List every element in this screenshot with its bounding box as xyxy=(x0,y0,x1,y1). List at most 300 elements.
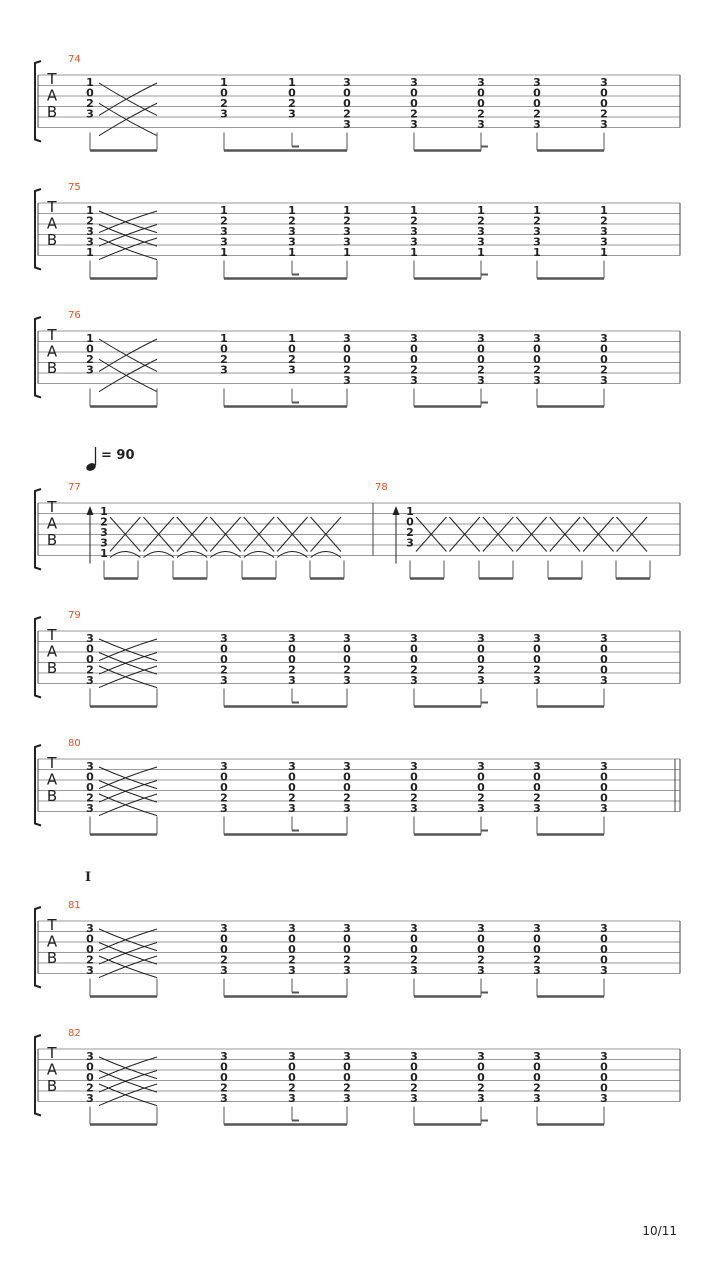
fret-number: 3 xyxy=(100,536,108,550)
slur-curve xyxy=(277,552,307,558)
fret-number: 0 xyxy=(477,1071,485,1084)
fret-number: 3 xyxy=(343,76,351,89)
fret-number: 3 xyxy=(220,107,228,121)
slur-curve xyxy=(210,552,240,558)
fret-number: 0 xyxy=(410,353,418,366)
fret-number: 0 xyxy=(288,86,296,100)
fret-number: 0 xyxy=(533,642,541,656)
fret-number: 3 xyxy=(600,374,608,387)
fret-number: 1 xyxy=(220,204,228,217)
fret-number: 0 xyxy=(600,932,608,946)
fret-number: 3 xyxy=(533,374,541,387)
fret-number: 0 xyxy=(220,342,228,356)
tab-clef-letter: B xyxy=(46,231,58,249)
fret-number: 3 xyxy=(406,536,414,550)
fret-number: 3 xyxy=(410,235,418,249)
fret-number: 3 xyxy=(477,674,485,687)
measure-number: 79 xyxy=(68,610,81,621)
measure-number: 78 xyxy=(375,482,388,493)
fret-number: 3 xyxy=(600,964,608,977)
fret-number: 2 xyxy=(220,663,228,677)
fret-number: 1 xyxy=(533,246,541,259)
fret-number: 0 xyxy=(288,1071,296,1084)
fret-number: 2 xyxy=(288,97,296,110)
fret-number: 1 xyxy=(343,204,351,217)
fret-number: 2 xyxy=(343,953,351,967)
fret-number: 2 xyxy=(100,515,108,529)
fret-number: 3 xyxy=(343,235,351,249)
fret-number: 0 xyxy=(410,97,418,110)
fret-number: 0 xyxy=(600,663,608,677)
fret-number: 3 xyxy=(533,225,541,238)
fret-number: 3 xyxy=(220,964,228,977)
tab-clef-letter: B xyxy=(46,103,58,121)
fret-number: 2 xyxy=(86,1081,94,1095)
measure-number: 80 xyxy=(68,738,81,749)
fret-number: 3 xyxy=(410,118,418,131)
fret-number: 0 xyxy=(533,943,541,956)
fret-number: 0 xyxy=(288,653,296,666)
fret-number: 2 xyxy=(406,526,414,539)
fret-number: 0 xyxy=(533,653,541,666)
tab-clef-letter: A xyxy=(46,342,58,361)
tab-clef-letter: B xyxy=(46,531,58,549)
fret-number: 3 xyxy=(86,107,94,121)
fret-number: 2 xyxy=(220,214,228,228)
fret-number: 2 xyxy=(410,107,418,121)
slur-curve xyxy=(311,552,341,558)
measure-number: 75 xyxy=(68,182,81,193)
fret-number: 1 xyxy=(477,204,485,217)
fret-number: 0 xyxy=(220,770,228,784)
fret-number: 3 xyxy=(410,802,418,815)
fret-number: 3 xyxy=(288,632,296,645)
fret-number: 0 xyxy=(410,770,418,784)
fret-number: 0 xyxy=(477,642,485,656)
fret-number: 3 xyxy=(600,922,608,935)
tab-system xyxy=(35,482,680,579)
fret-number: 3 xyxy=(86,1050,94,1063)
fret-number: 2 xyxy=(533,107,541,121)
fret-number: 2 xyxy=(288,1081,296,1095)
fret-number: 0 xyxy=(288,932,296,946)
fret-number: 0 xyxy=(533,86,541,100)
tab-clef-letter: B xyxy=(46,1077,58,1095)
fret-number: 3 xyxy=(86,235,94,249)
fret-number: 2 xyxy=(410,1081,418,1095)
fret-number: 1 xyxy=(100,505,108,518)
fret-number: 0 xyxy=(600,97,608,110)
fret-number: 0 xyxy=(86,1071,94,1084)
tab-clef-letter: B xyxy=(46,949,58,967)
fret-number: 0 xyxy=(343,1060,351,1074)
slur-curve xyxy=(143,552,173,558)
fret-number: 3 xyxy=(533,1050,541,1063)
fret-number: 0 xyxy=(220,642,228,656)
fret-number: 3 xyxy=(600,1092,608,1105)
tab-clef-letter: T xyxy=(47,326,57,344)
fret-number: 1 xyxy=(600,204,608,217)
section-marker: I xyxy=(85,870,92,885)
tab-system xyxy=(35,1028,680,1125)
fret-number: 3 xyxy=(343,118,351,131)
fret-number: 2 xyxy=(477,363,485,377)
fret-number: 3 xyxy=(600,1050,608,1063)
fret-number: 0 xyxy=(410,781,418,794)
fret-number: 3 xyxy=(220,363,228,377)
measure-number: 74 xyxy=(68,54,81,65)
fret-number: 3 xyxy=(343,802,351,815)
fret-number: 2 xyxy=(343,791,351,805)
fret-number: 1 xyxy=(86,204,94,217)
fret-number: 2 xyxy=(477,791,485,805)
fret-number: 3 xyxy=(86,632,94,645)
fret-number: 0 xyxy=(220,653,228,666)
fret-number: 1 xyxy=(288,332,296,345)
fret-number: 2 xyxy=(477,107,485,121)
fret-number: 3 xyxy=(343,964,351,977)
tab-system xyxy=(35,610,680,707)
fret-number: 0 xyxy=(86,932,94,946)
fret-number: 2 xyxy=(410,214,418,228)
fret-number: 0 xyxy=(600,86,608,100)
fret-number: 1 xyxy=(288,204,296,217)
fret-number: 2 xyxy=(220,791,228,805)
fret-number: 3 xyxy=(86,964,94,977)
fret-number: 3 xyxy=(220,922,228,935)
fret-number: 2 xyxy=(86,791,94,805)
fret-number: 0 xyxy=(410,1060,418,1074)
fret-number: 2 xyxy=(533,214,541,228)
tab-clef-letter: T xyxy=(47,626,57,644)
fret-number: 0 xyxy=(600,342,608,356)
tempo-value: = 90 xyxy=(101,448,135,463)
fret-number: 2 xyxy=(220,97,228,110)
fret-number: 2 xyxy=(86,97,94,110)
fret-number: 3 xyxy=(533,922,541,935)
fret-number: 3 xyxy=(288,235,296,249)
fret-number: 3 xyxy=(220,760,228,773)
fret-number: 3 xyxy=(288,922,296,935)
fret-number: 3 xyxy=(86,760,94,773)
fret-number: 0 xyxy=(86,342,94,356)
fret-number: 3 xyxy=(220,674,228,687)
tab-clef-letter: T xyxy=(47,916,57,934)
tab-system xyxy=(35,182,680,279)
fret-number: 2 xyxy=(343,363,351,377)
fret-number: 3 xyxy=(477,802,485,815)
fret-number: 0 xyxy=(477,353,485,366)
fret-number: 0 xyxy=(600,642,608,656)
measure-number: 76 xyxy=(68,310,81,321)
fret-number: 2 xyxy=(288,353,296,366)
fret-number: 3 xyxy=(533,802,541,815)
fret-number: 2 xyxy=(410,663,418,677)
fret-number: 1 xyxy=(86,246,94,259)
fret-number: 3 xyxy=(533,964,541,977)
fret-number: 0 xyxy=(477,943,485,956)
fret-number: 3 xyxy=(533,760,541,773)
fret-number: 2 xyxy=(343,1081,351,1095)
fret-number: 1 xyxy=(343,246,351,259)
fret-number: 3 xyxy=(288,225,296,238)
fret-number: 0 xyxy=(288,781,296,794)
fret-number: 0 xyxy=(86,1060,94,1074)
fret-number: 3 xyxy=(343,922,351,935)
fret-number: 0 xyxy=(86,653,94,666)
fret-number: 1 xyxy=(220,332,228,345)
fret-number: 3 xyxy=(533,1092,541,1105)
fret-number: 2 xyxy=(600,363,608,377)
fret-number: 2 xyxy=(533,663,541,677)
fret-number: 0 xyxy=(288,770,296,784)
fret-number: 3 xyxy=(410,76,418,89)
fret-number: 2 xyxy=(220,1081,228,1095)
fret-number: 3 xyxy=(477,1050,485,1063)
fret-number: 3 xyxy=(410,225,418,238)
fret-number: 3 xyxy=(410,922,418,935)
fret-number: 3 xyxy=(86,802,94,815)
fret-number: 0 xyxy=(600,953,608,967)
fret-number: 0 xyxy=(477,97,485,110)
fret-number: 1 xyxy=(220,76,228,89)
fret-number: 3 xyxy=(220,632,228,645)
fret-number: 1 xyxy=(220,246,228,259)
fret-number: 3 xyxy=(477,332,485,345)
fret-number: 2 xyxy=(533,791,541,805)
fret-number: 2 xyxy=(477,1081,485,1095)
fret-number: 1 xyxy=(86,332,94,345)
fret-number: 3 xyxy=(343,1092,351,1105)
fret-number: 0 xyxy=(410,1071,418,1084)
fret-number: 3 xyxy=(220,802,228,815)
fret-number: 3 xyxy=(288,107,296,121)
tab-system xyxy=(35,900,680,997)
fret-number: 0 xyxy=(343,943,351,956)
fret-number: 0 xyxy=(343,770,351,784)
fret-number: 3 xyxy=(600,225,608,238)
fret-number: 3 xyxy=(477,964,485,977)
fret-number: 0 xyxy=(477,653,485,666)
fret-number: 2 xyxy=(477,953,485,967)
fret-number: 3 xyxy=(288,363,296,377)
fret-number: 2 xyxy=(288,953,296,967)
fret-number: 0 xyxy=(600,1071,608,1084)
fret-number: 0 xyxy=(86,943,94,956)
fret-number: 3 xyxy=(220,1092,228,1105)
slur-curve xyxy=(244,552,274,558)
slur-curve xyxy=(110,552,140,558)
fret-number: 0 xyxy=(410,932,418,946)
fret-number: 3 xyxy=(343,1050,351,1063)
fret-number: 3 xyxy=(600,674,608,687)
fret-number: 3 xyxy=(477,374,485,387)
tab-clef-letter: T xyxy=(47,1044,57,1062)
fret-number: 0 xyxy=(220,1071,228,1084)
fret-number: 0 xyxy=(477,342,485,356)
fret-number: 3 xyxy=(288,674,296,687)
measure-number: 82 xyxy=(68,1028,81,1039)
fret-number: 3 xyxy=(600,118,608,131)
fret-number: 3 xyxy=(477,225,485,238)
fret-number: 3 xyxy=(343,674,351,687)
fret-number: 2 xyxy=(288,214,296,228)
fret-number: 0 xyxy=(477,1060,485,1074)
fret-number: 2 xyxy=(343,214,351,228)
fret-number: 3 xyxy=(288,1092,296,1105)
fret-number: 0 xyxy=(477,86,485,100)
fret-number: 3 xyxy=(288,964,296,977)
fret-number: 3 xyxy=(410,332,418,345)
fret-number: 0 xyxy=(600,353,608,366)
fret-number: 3 xyxy=(410,964,418,977)
fret-number: 2 xyxy=(410,363,418,377)
fret-number: 2 xyxy=(288,663,296,677)
fret-number: 2 xyxy=(86,353,94,366)
fret-number: 3 xyxy=(477,235,485,249)
tab-clef-letter: A xyxy=(46,642,58,661)
fret-number: 0 xyxy=(533,770,541,784)
fret-number: 1 xyxy=(406,505,414,518)
fret-number: 3 xyxy=(410,374,418,387)
fret-number: 2 xyxy=(288,791,296,805)
tab-clef-letter: T xyxy=(47,754,57,772)
fret-number: 3 xyxy=(410,1092,418,1105)
fret-number: 3 xyxy=(600,802,608,815)
fret-number: 3 xyxy=(477,632,485,645)
fret-number: 1 xyxy=(288,246,296,259)
fret-number: 3 xyxy=(343,632,351,645)
fret-number: 1 xyxy=(410,246,418,259)
fret-number: 1 xyxy=(288,76,296,89)
fret-number: 0 xyxy=(288,943,296,956)
tab-system xyxy=(35,738,680,835)
fret-number: 0 xyxy=(86,642,94,656)
fret-number: 3 xyxy=(477,760,485,773)
fret-number: 2 xyxy=(533,953,541,967)
fret-number: 0 xyxy=(220,1060,228,1074)
fret-number: 0 xyxy=(533,342,541,356)
fret-number: 0 xyxy=(600,653,608,666)
fret-number: 0 xyxy=(220,781,228,794)
tab-system xyxy=(35,54,680,151)
fret-number: 0 xyxy=(343,781,351,794)
fret-number: 0 xyxy=(600,781,608,794)
tab-clef-letter: A xyxy=(46,932,58,951)
tab-clef-letter: A xyxy=(46,770,58,789)
fret-number: 0 xyxy=(600,943,608,956)
fret-number: 3 xyxy=(410,674,418,687)
fret-number: 0 xyxy=(220,932,228,946)
fret-number: 0 xyxy=(477,781,485,794)
fret-number: 3 xyxy=(220,1050,228,1063)
fret-number: 3 xyxy=(533,235,541,249)
fret-number: 1 xyxy=(100,547,108,560)
fret-number: 0 xyxy=(533,932,541,946)
fret-number: 2 xyxy=(220,353,228,366)
fret-number: 3 xyxy=(220,235,228,249)
fret-number: 0 xyxy=(86,770,94,784)
fret-number: 0 xyxy=(600,1081,608,1095)
fret-number: 3 xyxy=(533,76,541,89)
tab-clef-letter: B xyxy=(46,659,58,677)
fret-number: 3 xyxy=(600,235,608,249)
fret-number: 2 xyxy=(477,214,485,228)
fret-number: 2 xyxy=(410,791,418,805)
tempo-marking xyxy=(85,447,135,472)
fret-number: 0 xyxy=(410,653,418,666)
fret-number: 3 xyxy=(410,632,418,645)
fret-number: 3 xyxy=(86,1092,94,1105)
fret-number: 0 xyxy=(477,932,485,946)
fret-number: 2 xyxy=(533,1081,541,1095)
fret-number: 0 xyxy=(343,932,351,946)
fret-number: 0 xyxy=(288,1060,296,1074)
fret-number: 1 xyxy=(477,246,485,259)
fret-number: 0 xyxy=(343,1071,351,1084)
fret-number: 3 xyxy=(600,760,608,773)
tab-clef-letter: T xyxy=(47,498,57,516)
fret-number: 2 xyxy=(86,663,94,677)
fret-number: 3 xyxy=(100,526,108,539)
tab-clef-letter: A xyxy=(46,214,58,233)
tab-clef-letter: B xyxy=(46,359,58,377)
fret-number: 1 xyxy=(410,204,418,217)
fret-number: 2 xyxy=(600,107,608,121)
fret-number: 3 xyxy=(533,632,541,645)
fret-number: 3 xyxy=(288,760,296,773)
fret-number: 3 xyxy=(343,225,351,238)
fret-number: 3 xyxy=(343,760,351,773)
strum-arrow-icon xyxy=(393,506,400,515)
measure-number: 81 xyxy=(68,900,81,911)
fret-number: 1 xyxy=(533,204,541,217)
tab-clef-letter: A xyxy=(46,1060,58,1079)
fret-number: 0 xyxy=(343,342,351,356)
fret-number: 0 xyxy=(533,781,541,794)
fret-number: 0 xyxy=(600,770,608,784)
fret-number: 2 xyxy=(86,953,94,967)
fret-number: 3 xyxy=(288,802,296,815)
fret-number: 0 xyxy=(533,1071,541,1084)
tab-clef-letter: A xyxy=(46,86,58,105)
measure-number: 77 xyxy=(68,482,81,493)
tab-systems xyxy=(35,54,680,1125)
fret-number: 3 xyxy=(343,374,351,387)
fret-number: 3 xyxy=(533,674,541,687)
fret-number: 3 xyxy=(410,760,418,773)
fret-number: 2 xyxy=(343,663,351,677)
fret-number: 0 xyxy=(533,97,541,110)
fret-number: 2 xyxy=(343,107,351,121)
slur-curve xyxy=(177,552,207,558)
tab-system xyxy=(35,310,680,407)
fret-number: 1 xyxy=(600,246,608,259)
strum-arrow-icon xyxy=(87,506,94,515)
fret-number: 0 xyxy=(86,781,94,794)
fret-number: 3 xyxy=(86,363,94,377)
fret-number: 3 xyxy=(600,332,608,345)
fret-number: 3 xyxy=(533,332,541,345)
fret-number: 0 xyxy=(600,1060,608,1074)
fret-number: 3 xyxy=(477,118,485,131)
fret-number: 0 xyxy=(343,97,351,110)
fret-number: 0 xyxy=(533,353,541,366)
fret-number: 0 xyxy=(410,342,418,356)
fret-number: 2 xyxy=(410,953,418,967)
tab-clef-letter: T xyxy=(47,70,57,88)
fret-number: 2 xyxy=(533,363,541,377)
